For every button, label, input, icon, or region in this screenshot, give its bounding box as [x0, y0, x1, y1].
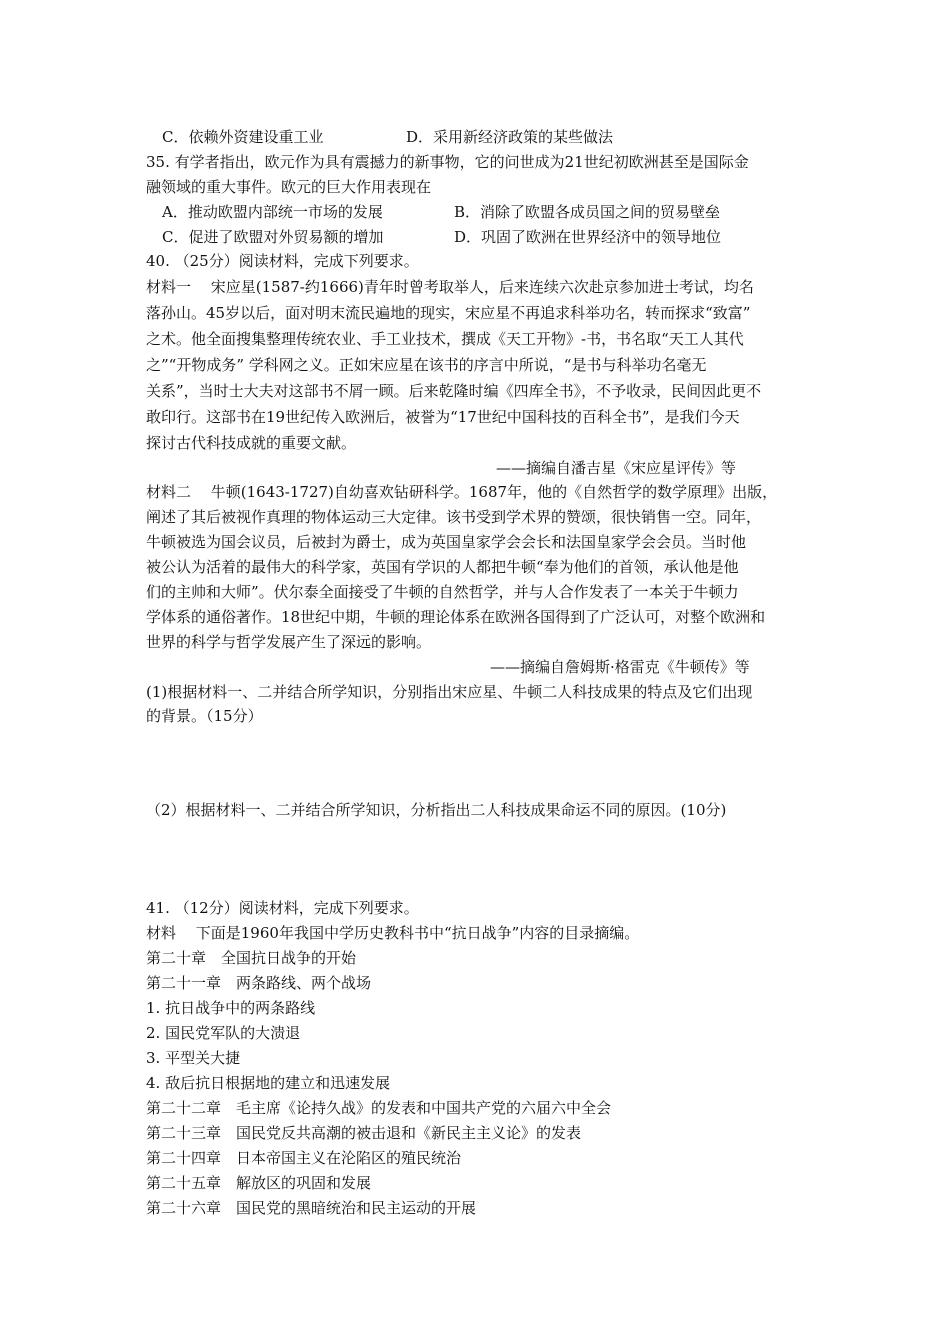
q41-toc-line: 3. 平型关大捷 [146, 1049, 241, 1067]
q35-option-a: A．推动欧盟内部统一市场的发展 [162, 203, 383, 221]
q40-material-1-line: 材料一 宋应星(1587-约1666)青年时曾考取举人，后来连续六次赴京参加进士考试，均名 [146, 278, 754, 296]
q41-toc-line: 第二十六章 国民党的黑暗统治和民主运动的开展 [146, 1199, 477, 1217]
q40-subquestion-2: （2）根据材料一、二并结合所学知识，分析指出二人科技成果命运不同的原因。(10分) [146, 801, 727, 819]
q40-material-2-line: 牛顿被选为国会议员，后被封为爵士，成为英国皇家学会会长和法国皇家学会会员。当时他 [146, 533, 747, 551]
q40-material-2-line: 阐述了其后被视作真理的物体运动三大定律。该书受到学术界的赞颂，很快销售一空。同年， [146, 508, 762, 526]
q34-option-c: C．依赖外资建设重工业 [162, 128, 324, 146]
q41-toc-line: 第二十二章 毛主席《论持久战》的发表和中国共产党的六届六中全会 [146, 1099, 612, 1117]
q40-subquestion-1: 的背景。（15分） [146, 707, 263, 725]
q40-material-2-line: 被公认为活着的最伟大的科学家，英国有学识的人都把牛顿“奉为他们的首领，承认他是他 [146, 558, 739, 576]
q40-material-1-line: 之”“开物成务” 学科网之义。正如宋应星在该书的序言中所说，“是书与科举功名毫无 [146, 356, 707, 374]
q40-material-1-line: 落孙山。45岁以后，面对明末流民遍地的现实，宋应星不再追求科举功名，转而探求“致富” [146, 304, 751, 322]
q41-material-line: 材料 下面是1960年我国中学历史教科书中“抗日战争”内容的目录摘编。 [146, 924, 640, 942]
q40-material-2-line: 材料二 牛顿(1643-1727)自幼喜欢钻研科学。1687年，他的《自然哲学的数学原理》出版， [146, 483, 778, 501]
q41-toc-line: 第二十三章 国民党反共高潮的被击退和《新民主主义论》的发表 [146, 1124, 582, 1142]
q35-option-d: D．巩固了欧洲在世界经济中的领导地位 [454, 228, 722, 246]
q40-material-2-line: 世界的科学与哲学发展产生了深远的影响。 [146, 633, 432, 651]
q41-heading: 41. （12分）阅读材料，完成下列要求。 [146, 899, 419, 917]
q41-toc-line: 第二十章 全国抗日战争的开始 [146, 949, 357, 967]
q35-stem-line-2: 融领域的重大事件。欧元的巨大作用表现在 [146, 178, 432, 196]
q40-subquestion-1: (1)根据材料一、二并结合所学知识，分别指出宋应星、牛顿二人科技成果的特点及它们出现 [146, 683, 753, 701]
q40-material-1-line: 关系”，当时士大夫对这部书不屑一顾。后来乾隆时编《四库全书》，不予收录，民间因此更不 [146, 382, 762, 400]
q40-material-2-source: ——摘编自詹姆斯·格雷克《牛顿传》等 [490, 658, 750, 676]
q41-toc-line: 4. 敌后抗日根据地的建立和迅速发展 [146, 1074, 391, 1092]
q40-material-1-line: 探讨古代科技成就的重要文献。 [146, 434, 357, 452]
q40-material-2-line: 们的主帅和大师”。伏尔泰全面接受了牛顿的自然哲学，并与人合作发表了一本关于牛顿力 [146, 583, 739, 601]
q40-material-2-line: 学体系的通俗著作。18世纪中期，牛顿的理论体系在欧洲各国得到了广泛认可，对整个欧洲和 [146, 608, 766, 626]
q41-toc-line: 第二十五章 解放区的巩固和发展 [146, 1174, 372, 1192]
q41-toc-line: 1. 抗日战争中的两条路线 [146, 999, 316, 1017]
q40-material-1-source: ——摘编自潘吉星《宋应星评传》等 [496, 459, 737, 477]
q40-material-1-line: 敢印行。这部书在19世纪传入欧洲后，被誉为“17世纪中国科技的百科全书”，是我们今天 [146, 408, 740, 426]
q35-stem-line-1: 35. 有学者指出，欧元作为具有震撼力的新事物，它的问世成为21世纪初欧洲甚至是国际金 [146, 153, 749, 171]
q35-option-c: C．促进了欧盟对外贸易额的增加 [162, 228, 384, 246]
q41-toc-line: 第二十一章 两条路线、两个战场 [146, 974, 372, 992]
q40-heading: 40. （25分）阅读材料，完成下列要求。 [146, 252, 419, 270]
q40-material-1-line: 之术。他全面搜集整理传统农业、手工业技术，撰成《天工开物》-书，书名取“天工人其代 [146, 330, 744, 348]
q41-toc-line: 第二十四章 日本帝国主义在沦陷区的殖民统治 [146, 1149, 462, 1167]
q34-option-d: D．采用新经济政策的某些做法 [406, 128, 614, 146]
q41-toc-line: 2. 国民党军队的大溃退 [146, 1024, 301, 1042]
q35-option-b: B．消除了欧盟各成员国之间的贸易壁垒 [454, 203, 721, 221]
